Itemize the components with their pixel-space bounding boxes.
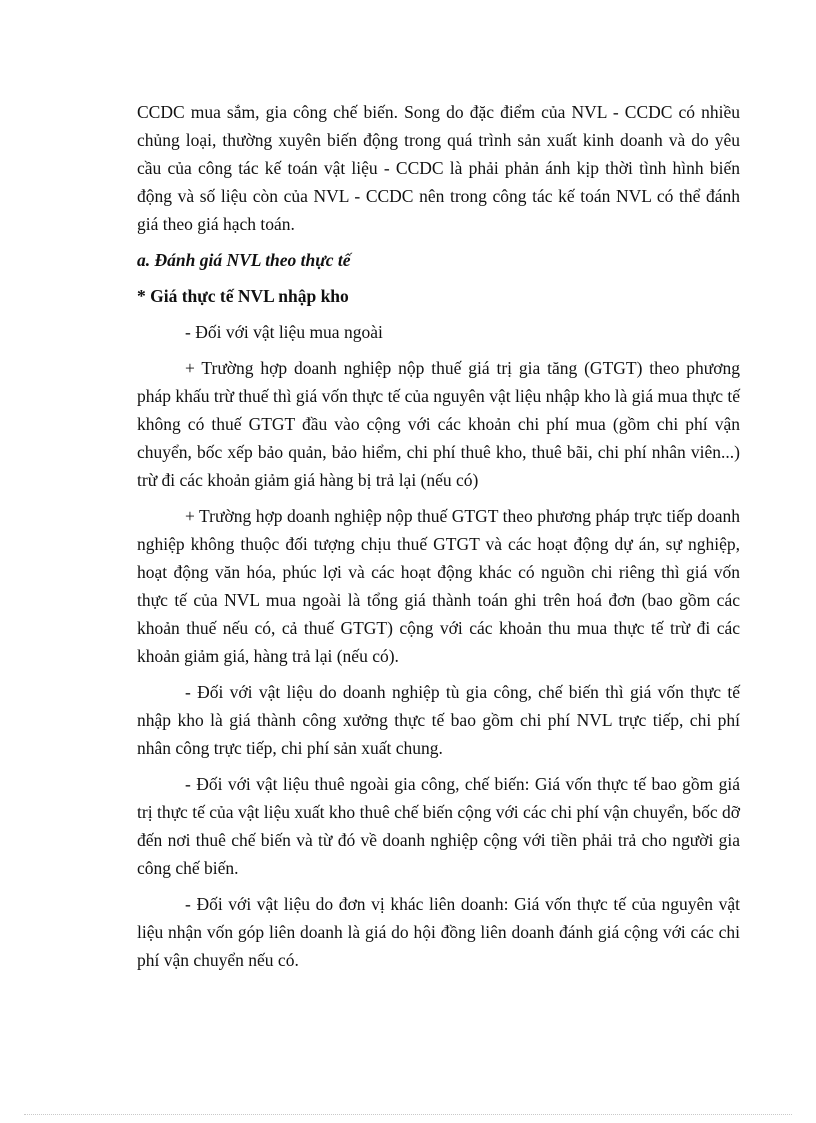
subheading-import-price: * Giá thực tế NVL nhập kho bbox=[137, 286, 349, 306]
paragraph-joint-venture: - Đối với vật liệu do đơn vị khác liên doanh: Giá vốn thực tế của nguyên vật liệu nhận vốn góp liên doanh là giá do hội đồng liên doanh đánh giá cộng với các chi phí vận chuyển nếu có. bbox=[137, 894, 740, 970]
paragraph-vat-direct-case: + Trường hợp doanh nghiệp nộp thuế GTGT theo phương pháp trực tiếp doanh nghiệp không thuộc đối tượng chịu thuế GTGT và các hoạt động dự án, sự nghiệp, hoạt động văn hóa, phúc lợi và các hoạt động khác có nguồn chi riêng thì giá vốn thực tế của NVL mua ngoài là tổng giá thành toán ghi trên hoá đơn (bao gồm các khoản thuế nếu có, cả thuế GTGT) cộng với các khoản thu mua thực tế trừ đi các khoản giảm giá, hàng trả lại (nếu có). bbox=[137, 506, 740, 666]
paragraph-self-processed: - Đối với vật liệu do doanh nghiệp tù gia công, chế biến thì giá vốn thực tế nhập kho là giá thành công xưởng thực tế bao gồm chi phí NVL trực tiếp, chi phí nhân công trực tiếp, chi phí sản xuất chung. bbox=[137, 682, 740, 758]
paragraph-vat-deduction-case: + Trường hợp doanh nghiệp nộp thuế giá trị gia tăng (GTGT) theo phương pháp khấu trừ thuế thì giá vốn thực tế của nguyên vật liệu nhập kho là giá mua thực tế không có thuế GTGT đầu vào cộng với các khoản chi phí mua (gồm chi phí vận chuyển, bốc xếp bảo quản, bảo hiểm, chi phí thuê kho, thuê bãi, chi phí nhân viên...) trừ đi các khoản giảm giá hàng bị trả lại (nếu có) bbox=[137, 358, 740, 490]
footer-divider bbox=[24, 1114, 792, 1115]
section-heading-actual-valuation: a. Đánh giá NVL theo thực tế bbox=[137, 250, 351, 270]
paragraph-outsourced-processing: - Đối với vật liệu thuê ngoài gia công, chế biến: Giá vốn thực tế bao gồm giá trị thực tế của vật liệu xuất kho thuê chế biến cộng với các chi phí vận chuyển, bốc dỡ đến nơi thuê chế biến và từ đó về doanh nghiệp cộng với tiền phải trả cho người gia công chế biến. bbox=[137, 774, 740, 878]
paragraph-purchased-materials: - Đối với vật liệu mua ngoài bbox=[185, 322, 383, 342]
document-body bbox=[137, 98, 740, 982]
paragraph-intro: CCDC mua sắm, gia công chế biến. Song do đặc điểm của NVL - CCDC có nhiều chủng loại, thường xuyên biến động trong quá trình sản xuất kinh doanh và do yêu cầu của công tác kế toán vật liệu - CCDC là phải phản ánh kịp thời tình hình biến động và số liệu còn của NVL - CCDC nên trong công tác kế toán NVL có thể đánh giá theo giá hạch toán. bbox=[137, 102, 740, 234]
